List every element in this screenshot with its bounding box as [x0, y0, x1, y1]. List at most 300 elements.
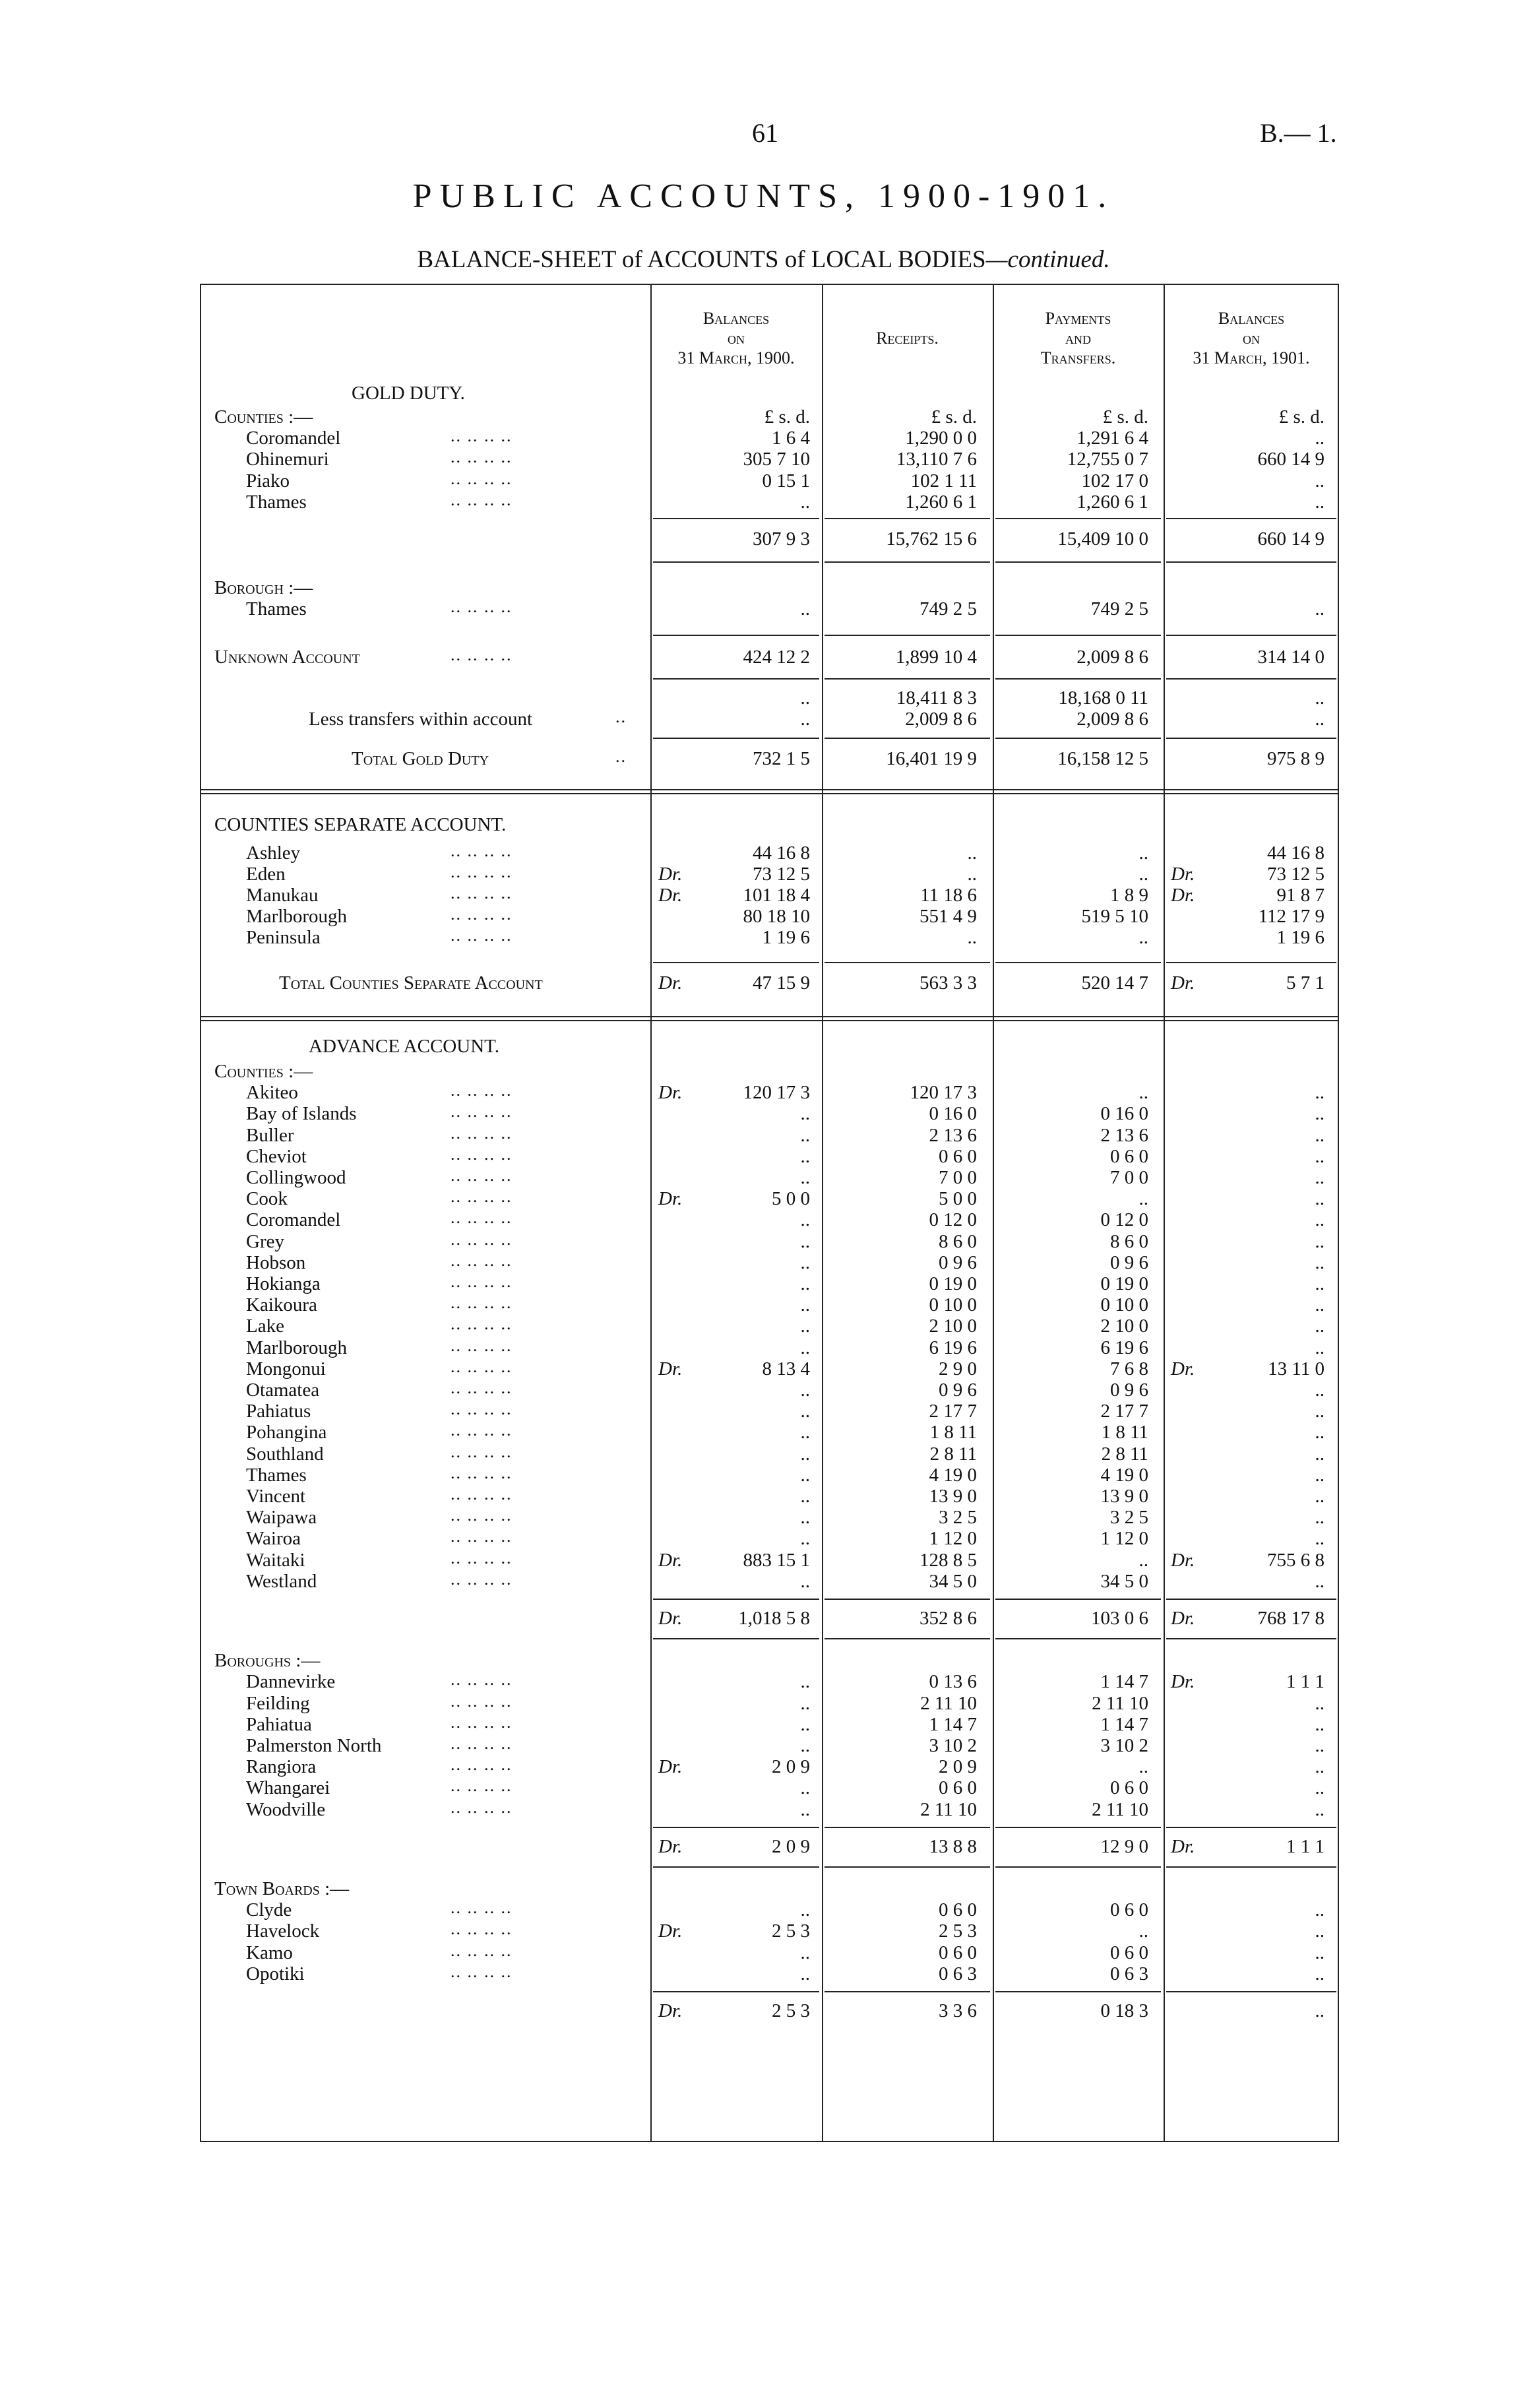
cell-col2: 0 6 3 — [939, 1963, 977, 1984]
page-subtitle — [0, 245, 1527, 274]
debit-marker: Dr. — [658, 2000, 683, 2021]
cell-col1: .. — [800, 1230, 810, 1252]
cell-col2: 0 6 0 — [939, 1777, 977, 1799]
table-border-top — [200, 284, 1339, 285]
row-label: Cook — [246, 1188, 288, 1210]
cell-col3: 4 19 0 — [1100, 1464, 1148, 1486]
cell-col2: 13,110 7 6 — [896, 449, 977, 470]
grand-total-label: Total Gold Duty — [352, 748, 489, 770]
total-rule — [825, 1827, 990, 1828]
cell-col3: 7 0 0 — [1110, 1167, 1148, 1188]
leader-dots: .. .. .. .. — [451, 1712, 513, 1732]
debit-marker: Dr. — [658, 863, 683, 885]
debit-marker: Dr. — [658, 1082, 683, 1104]
section-rule — [200, 789, 1339, 790]
cell-col2: 6 19 6 — [929, 1337, 977, 1358]
total-rule — [1166, 1638, 1336, 1639]
debit-marker: Dr. — [658, 1358, 683, 1379]
debit-marker: Dr. — [658, 1608, 683, 1629]
cell-col3: .. — [1138, 1756, 1148, 1778]
cell-col2: 34 5 0 — [929, 1570, 977, 1592]
cell-col3: 2 8 11 — [1101, 1443, 1148, 1465]
cell-col3: 519 5 10 — [1081, 906, 1148, 928]
row-label: Peninsula — [246, 927, 321, 949]
cell-col4: .. — [1315, 1167, 1324, 1188]
cell-col1: 305 7 10 — [743, 449, 810, 470]
debit-marker: Dr. — [658, 1835, 683, 1857]
cell-col4: .. — [1315, 1124, 1324, 1146]
group-heading: Counties :— — [214, 406, 313, 428]
less-col4: .. — [1315, 709, 1324, 730]
total-rule — [995, 962, 1161, 963]
cell-col3: .. — [1138, 863, 1148, 885]
leader-dots: .. .. .. .. — [451, 1898, 513, 1918]
debit-marker: Dr. — [1171, 863, 1195, 885]
group-total-col1: 2 5 3 — [772, 2000, 810, 2021]
cell-col1: 80 18 10 — [743, 906, 810, 928]
cell-col1: .. — [800, 1443, 810, 1465]
grand-total-col1: 47 15 9 — [753, 972, 810, 994]
cell-col1: .. — [800, 598, 810, 620]
total-rule — [825, 1991, 990, 1992]
leader-dots: .. .. .. .. — [451, 1166, 513, 1185]
total-rule — [825, 738, 990, 739]
total-rule — [995, 1827, 1161, 1828]
cell-col3: .. — [1138, 1082, 1148, 1104]
total-rule — [825, 962, 990, 963]
cell-col1: .. — [800, 1124, 810, 1146]
column-rule — [822, 284, 823, 2142]
total-rule — [1166, 962, 1336, 963]
cell-col4: .. — [1315, 1570, 1324, 1592]
leader-dots: .. .. .. .. — [451, 1755, 513, 1775]
cell-col4: 660 14 9 — [1257, 449, 1324, 470]
group-heading: Borough :— — [214, 577, 313, 599]
cell-col1: 101 18 4 — [743, 885, 810, 906]
group-total-col2: 13 8 8 — [929, 1835, 977, 1857]
cell-col2: 749 2 5 — [919, 598, 977, 620]
cell-col2: 551 4 9 — [919, 906, 977, 928]
row-label: Otamatea — [246, 1379, 320, 1401]
total-rule — [653, 1638, 819, 1639]
section-title: COUNTIES SEPARATE ACCOUNT. — [214, 814, 507, 836]
total-rule — [825, 1638, 990, 1639]
leader-dots: .. .. .. .. — [451, 1335, 513, 1355]
less-label: Less transfers within account — [309, 709, 533, 730]
cell-col1: .. — [800, 1252, 810, 1273]
column-header-c3: and — [1065, 329, 1091, 348]
cell-col2: 1 14 7 — [929, 1713, 977, 1735]
debit-marker: Dr. — [1171, 1608, 1195, 1629]
cell-col2: 1 8 11 — [929, 1422, 977, 1443]
cell-col2: 2 13 6 — [929, 1124, 977, 1146]
cell-col4: .. — [1315, 1798, 1324, 1820]
column-header-c4: 31 March, 1901. — [1193, 348, 1310, 367]
debit-marker: Dr. — [658, 972, 683, 994]
cell-col1: 0 15 1 — [762, 470, 810, 491]
row-label: Pahiatus — [246, 1401, 311, 1422]
row-label: Pohangina — [246, 1422, 327, 1443]
cell-col2: 2 8 11 — [929, 1443, 977, 1465]
row-label: Rangiora — [246, 1756, 317, 1778]
cell-col1: .. — [800, 1379, 810, 1401]
cell-col4: .. — [1315, 1230, 1324, 1252]
cell-col4: 73 12 5 — [1267, 863, 1324, 885]
cell-col1: .. — [800, 1209, 810, 1231]
leader-dots: .. .. .. .. — [451, 426, 513, 446]
group-total-col2: 352 8 6 — [919, 1608, 977, 1629]
cell-col1: .. — [800, 1486, 810, 1507]
table-border-bottom — [200, 2141, 1339, 2142]
cell-col1: .. — [800, 1528, 810, 1550]
cell-col3: 0 6 0 — [1110, 1145, 1148, 1167]
cell-col2: 1,290 0 0 — [905, 428, 977, 449]
total-rule — [1166, 1827, 1336, 1828]
cell-col1: .. — [800, 1671, 810, 1693]
cell-col3: 2 11 10 — [1092, 1798, 1148, 1820]
cell-col3: 0 12 0 — [1100, 1209, 1148, 1231]
cell-col2: 2 11 10 — [920, 1692, 977, 1714]
group-total-col4: 1 1 1 — [1286, 1835, 1324, 1857]
cell-col4: .. — [1315, 1692, 1324, 1714]
cell-col3: 34 5 0 — [1100, 1570, 1148, 1592]
unit-header: £ s. d. — [764, 406, 810, 428]
group-total-col3: 103 0 6 — [1091, 1608, 1148, 1629]
cell-col3: 0 6 3 — [1110, 1963, 1148, 1984]
cell-col2: 0 16 0 — [929, 1103, 977, 1125]
row-label: Pahiatua — [246, 1713, 312, 1735]
cell-col4: .. — [1315, 1273, 1324, 1294]
cell-col2: 0 6 0 — [939, 1145, 977, 1167]
cell-col3: 3 2 5 — [1110, 1507, 1148, 1529]
cell-col3: 1,291 6 4 — [1076, 428, 1148, 449]
total-rule — [995, 1638, 1161, 1639]
cell-col1: .. — [800, 1507, 810, 1529]
row-label: Clyde — [246, 1899, 292, 1921]
row-label: Cheviot — [246, 1145, 307, 1167]
cell-col4: .. — [1315, 1464, 1324, 1486]
cell-col4: .. — [1315, 470, 1324, 491]
cell-col1: .. — [800, 1963, 810, 1984]
cell-col3: 12,755 0 7 — [1067, 449, 1148, 470]
cell-col3: 1 8 9 — [1110, 885, 1148, 906]
row-label: Thames — [246, 1464, 307, 1486]
cell-col3: 0 9 6 — [1110, 1252, 1148, 1273]
leader-dots: .. — [615, 747, 627, 767]
cell-col1: .. — [800, 1777, 810, 1799]
cell-col4: 112 17 9 — [1258, 906, 1324, 928]
cell-col3: 2 10 0 — [1100, 1315, 1148, 1337]
cell-col1: 8 13 4 — [762, 1358, 810, 1379]
page-number: 61 — [752, 118, 778, 148]
cell-col3: 2 17 7 — [1100, 1401, 1148, 1422]
row-label: Thames — [246, 598, 307, 620]
grand-total-col4: 975 8 9 — [1267, 748, 1324, 770]
cell-col3: 102 17 0 — [1081, 470, 1148, 491]
total-rule — [995, 738, 1161, 739]
group-heading: Town Boards :— — [214, 1878, 350, 1899]
cell-col2: 11 18 6 — [920, 885, 977, 906]
row-label: Feilding — [246, 1692, 310, 1714]
leader-dots: .. .. .. .. — [451, 1250, 513, 1270]
cell-col1: .. — [800, 1713, 810, 1735]
cell-col1: .. — [800, 1942, 810, 1963]
leader-dots: .. — [615, 707, 627, 726]
group-total-col4: 768 17 8 — [1257, 1608, 1324, 1629]
leader-dots: .. .. .. .. — [451, 1734, 513, 1753]
cell-col2: 2 5 3 — [939, 1920, 977, 1942]
leader-dots: .. .. .. .. — [451, 1314, 513, 1334]
unit-header: £ s. d. — [931, 406, 977, 428]
row-label: Hokianga — [246, 1273, 321, 1294]
leader-dots: .. .. .. .. — [451, 840, 513, 860]
cell-col4: .. — [1315, 1422, 1324, 1443]
cell-col3: 0 9 6 — [1110, 1379, 1148, 1401]
cell-col2: 102 1 11 — [910, 470, 977, 491]
cell-col4: .. — [1315, 1401, 1324, 1422]
cell-col3: 7 6 8 — [1110, 1358, 1148, 1379]
leader-dots: .. .. .. .. — [451, 1940, 513, 1960]
row-label: Waipawa — [246, 1507, 317, 1529]
cell-col4: .. — [1315, 1252, 1324, 1273]
cell-col2: 13 9 0 — [929, 1486, 977, 1507]
group-total-col1: 1,018 5 8 — [738, 1608, 810, 1629]
gross-col4: .. — [1315, 687, 1324, 709]
cell-col3: 0 6 0 — [1110, 1777, 1148, 1799]
cell-col2: 2 17 7 — [929, 1401, 977, 1422]
leader-dots: .. .. .. .. — [451, 1293, 513, 1313]
row-label: Eden — [246, 863, 286, 885]
cell-col2: 128 8 5 — [919, 1549, 977, 1571]
debit-marker: Dr. — [1171, 885, 1195, 906]
cell-col4: .. — [1315, 598, 1324, 620]
total-rule — [825, 1599, 990, 1600]
cell-col2: 0 9 6 — [939, 1252, 977, 1273]
column-header-c3: Payments — [1045, 309, 1111, 328]
cell-col4: .. — [1315, 1315, 1324, 1337]
leader-dots: .. .. .. .. — [451, 447, 513, 467]
total-rule — [995, 678, 1161, 680]
cell-col1: 1 19 6 — [762, 927, 810, 949]
row-label: Vincent — [246, 1486, 306, 1507]
cell-col1: 1 6 4 — [772, 428, 810, 449]
cell-col3: 13 9 0 — [1100, 1486, 1148, 1507]
page-title: PUBLIC ACCOUNTS, 1900-1901. — [412, 177, 1115, 215]
gross-col3: 18,168 0 11 — [1058, 687, 1148, 709]
total-rule — [653, 1866, 819, 1868]
total-rule — [653, 1991, 819, 1992]
cell-col1: .. — [800, 491, 810, 513]
grand-total-col1: 732 1 5 — [753, 748, 810, 770]
total-rule — [995, 1991, 1161, 1992]
cell-col3: 0 19 0 — [1100, 1273, 1148, 1294]
column-rule — [1338, 284, 1339, 2142]
cell-col1: 120 17 3 — [743, 1082, 810, 1104]
cell-col3: .. — [1138, 1920, 1148, 1942]
cell-col4: .. — [1315, 1756, 1324, 1778]
row-label: Grey — [246, 1230, 284, 1252]
cell-col4: .. — [1315, 1899, 1324, 1921]
leader-dots: .. .. .. .. — [451, 1378, 513, 1397]
leader-dots: .. .. .. .. — [451, 597, 513, 617]
cell-col4: .. — [1315, 1082, 1324, 1104]
row-label: Havelock — [246, 1920, 320, 1942]
row-label: Marlborough — [246, 1337, 348, 1358]
cell-col3: 1 14 7 — [1100, 1671, 1148, 1693]
debit-marker: Dr. — [1171, 1358, 1195, 1379]
section-rule — [200, 1016, 1339, 1017]
grand-total-col3: 520 14 7 — [1081, 972, 1148, 994]
leader-dots: .. .. .. .. — [451, 1484, 513, 1504]
cell-col4: .. — [1315, 1920, 1324, 1942]
leader-dots: .. .. .. .. — [451, 904, 513, 924]
cell-col2: 2 0 9 — [939, 1756, 977, 1778]
debit-marker: Dr. — [658, 885, 683, 906]
leader-dots: .. .. .. .. — [451, 1527, 513, 1546]
cell-col2: 3 10 2 — [929, 1735, 977, 1756]
cell-col2: 1 12 0 — [929, 1528, 977, 1550]
cell-col4: 314 14 0 — [1257, 646, 1324, 668]
leader-dots: .. .. .. .. — [451, 1420, 513, 1440]
cell-col1: .. — [800, 1464, 810, 1486]
leader-dots: .. .. .. .. — [451, 1776, 513, 1796]
less-col1: .. — [800, 709, 810, 730]
row-label: Kaikoura — [246, 1294, 317, 1316]
cell-col4: 13 11 0 — [1268, 1358, 1324, 1379]
total-rule — [1166, 635, 1336, 636]
leader-dots: .. .. .. .. — [451, 1548, 513, 1568]
row-label: Southland — [246, 1443, 324, 1465]
grand-total-col4: 5 7 1 — [1286, 972, 1324, 994]
total-col4: 660 14 9 — [1257, 528, 1324, 550]
leader-dots: .. .. .. .. — [451, 1356, 513, 1376]
grand-total-label: Total Counties Separate Account — [279, 972, 543, 994]
group-total-col1: 2 0 9 — [772, 1835, 810, 1857]
row-label: Buller — [246, 1124, 294, 1146]
cell-col4: .. — [1315, 1777, 1324, 1799]
total-rule — [1166, 678, 1336, 680]
total-rule — [825, 518, 990, 519]
column-rule — [200, 284, 201, 2142]
row-label: Thames — [246, 491, 307, 513]
cell-col2: 0 19 0 — [929, 1273, 977, 1294]
subtitle-continued: —continued. — [985, 246, 1110, 273]
group-total-col4: .. — [1315, 2000, 1324, 2021]
total-rule — [825, 635, 990, 636]
cell-col1: .. — [800, 1103, 810, 1125]
cell-col4: .. — [1315, 1145, 1324, 1167]
leader-dots: .. .. .. .. — [451, 883, 513, 903]
cell-col3: .. — [1138, 842, 1148, 864]
cell-col2: 7 0 0 — [939, 1167, 977, 1188]
cell-col4: .. — [1315, 1443, 1324, 1465]
debit-marker: Dr. — [658, 1920, 683, 1942]
leader-dots: .. .. .. .. — [451, 1272, 513, 1291]
total-rule — [1166, 561, 1336, 563]
total-rule — [653, 1827, 819, 1828]
row-label: Hobson — [246, 1252, 306, 1273]
cell-col4: 1 1 1 — [1286, 1671, 1324, 1693]
leader-dots: .. .. .. .. — [451, 862, 513, 881]
cell-col2: .. — [967, 842, 977, 864]
cell-col1: 883 15 1 — [743, 1549, 810, 1571]
unit-header: £ s. d. — [1102, 406, 1148, 428]
unit-header: £ s. d. — [1278, 406, 1324, 428]
total-rule — [995, 1866, 1161, 1868]
leader-dots: .. .. .. .. — [451, 490, 513, 509]
less-col2: 2,009 8 6 — [905, 709, 977, 730]
row-label: Marlborough — [246, 906, 348, 928]
cell-col2: 2 9 0 — [939, 1358, 977, 1379]
debit-marker: Dr. — [1171, 1549, 1195, 1571]
cell-col1: 73 12 5 — [753, 863, 810, 885]
row-label: Opotiki — [246, 1963, 305, 1984]
total-rule — [995, 635, 1161, 636]
cell-col4: .. — [1315, 1294, 1324, 1316]
cell-col3: 1,260 6 1 — [1076, 491, 1148, 513]
leader-dots: .. .. .. .. — [451, 1670, 513, 1690]
row-label: Ashley — [246, 842, 301, 864]
leader-dots: .. .. .. .. — [451, 1797, 513, 1817]
cell-col2: 8 6 0 — [939, 1230, 977, 1252]
debit-marker: Dr. — [658, 1188, 683, 1210]
leader-dots: .. .. .. .. — [451, 1961, 513, 1981]
total-rule — [1166, 518, 1336, 519]
cell-col3: 2 11 10 — [1092, 1692, 1148, 1714]
row-label: Akiteo — [246, 1082, 298, 1104]
cell-col3: 0 16 0 — [1100, 1103, 1148, 1125]
column-rule — [650, 284, 652, 2142]
cell-col1: .. — [800, 1337, 810, 1358]
cell-col2: 0 6 0 — [939, 1942, 977, 1963]
cell-col1: .. — [800, 1570, 810, 1592]
column-header-c1: on — [728, 329, 745, 348]
column-header-c4: Balances — [1218, 309, 1285, 328]
cell-col1: .. — [800, 1899, 810, 1921]
column-header-c1: Balances — [702, 309, 770, 328]
cell-col2: 0 10 0 — [929, 1294, 977, 1316]
total-rule — [1166, 1599, 1336, 1600]
group-total-col3: 0 18 3 — [1100, 2000, 1148, 2021]
cell-col4: 44 16 8 — [1267, 842, 1324, 864]
cell-col3: .. — [1138, 927, 1148, 949]
leader-dots: .. .. .. .. — [451, 1691, 513, 1711]
row-label: Coromandel — [246, 428, 341, 449]
section-title: GOLD DUTY. — [352, 383, 465, 404]
row-label: Coromandel — [246, 1209, 341, 1231]
leader-dots: .. .. .. .. — [451, 1123, 513, 1143]
total-col1: 307 9 3 — [753, 528, 810, 550]
cell-col4: .. — [1315, 1209, 1324, 1231]
section-rule — [200, 793, 1339, 794]
document-reference: B.— 1. — [1260, 118, 1337, 148]
cell-col4: .. — [1315, 1507, 1324, 1529]
cell-col3: .. — [1138, 1188, 1148, 1210]
cell-col2: .. — [967, 927, 977, 949]
section-title: ADVANCE ACCOUNT. — [309, 1035, 499, 1057]
total-rule — [653, 738, 819, 739]
cell-col1: .. — [800, 1145, 810, 1167]
cell-col1: .. — [800, 1294, 810, 1316]
leader-dots: .. .. .. .. — [451, 1399, 513, 1419]
row-label: Manukau — [246, 885, 319, 906]
row-label: Ohinemuri — [246, 449, 329, 470]
cell-col4: .. — [1315, 1337, 1324, 1358]
total-rule — [653, 635, 819, 636]
cell-col3: 2 13 6 — [1100, 1124, 1148, 1146]
cell-col4: .. — [1315, 1379, 1324, 1401]
row-label: Bay of Islands — [246, 1103, 357, 1125]
